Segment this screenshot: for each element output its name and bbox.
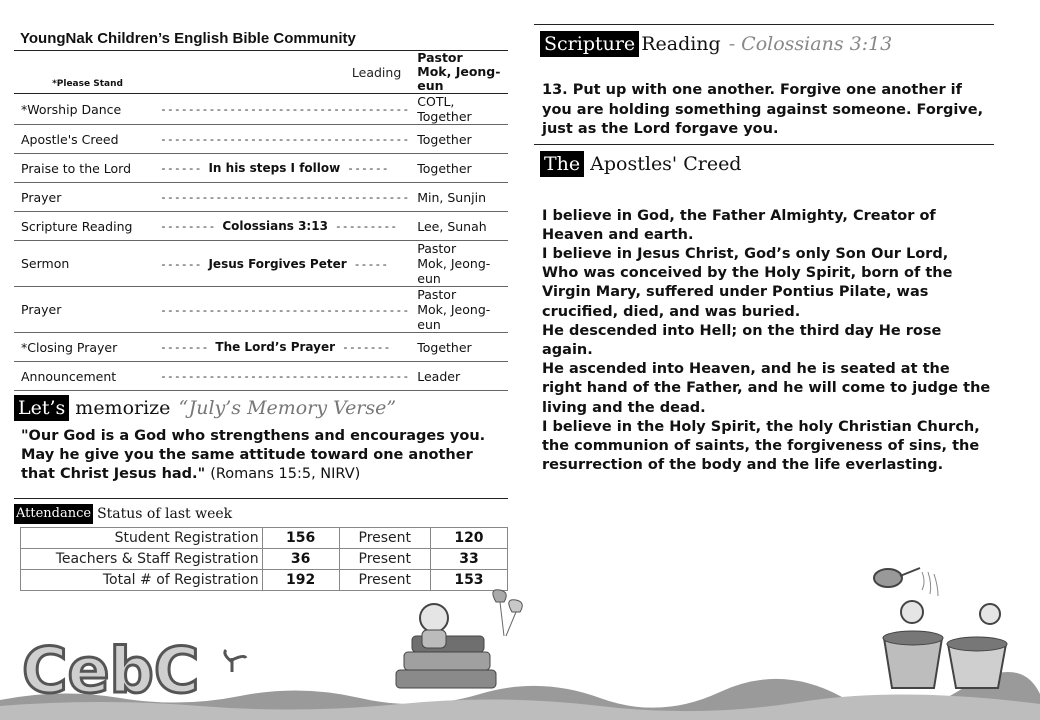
scripture-subtitle: - Colossians 3:13 (728, 33, 893, 55)
creed-heading (534, 147, 994, 181)
order-detail: ------ Jesus Forgives Peter ----- (154, 241, 409, 287)
watering-can-icon (874, 569, 902, 587)
water-drops (922, 572, 938, 596)
creed-line: He descended into Hell; on the third day He rose again. (542, 322, 942, 358)
memorize-word: memorize (75, 397, 171, 419)
order-leader: COTL, Together (409, 94, 508, 125)
scripture-text: 13. Put up with one another. Forgive one another if you are holding something against someone. Forgive, just as the Lord forgave you. (542, 82, 984, 137)
memorize-heading (14, 393, 508, 423)
order-leader: Pastor Mok, Jeong-eun (409, 241, 508, 287)
present-count: 153 (430, 570, 507, 591)
order-leader: Min, Sunjin (409, 183, 508, 212)
attendance-row (21, 528, 508, 549)
cebc-logo: CebC (22, 634, 200, 707)
header-pastor-title: Pastor (417, 50, 463, 65)
order-row (14, 287, 508, 333)
middle-divider (534, 144, 994, 145)
order-item: *Closing Prayer (14, 333, 154, 362)
order-leader: Together (409, 154, 508, 183)
creed-text (534, 207, 994, 476)
creed-line: I believe in Jesus Christ, God’s only Son Our Lord, (542, 245, 949, 262)
sprout-icon (225, 650, 246, 672)
creed-line: I believe in the Holy Spirit, the holy Christian Church, the communion of saints, the forgiveness of sins, the resurrection of the body and the life everlasting. (542, 418, 980, 474)
order-leader: Pastor Mok, Jeong-eun (409, 287, 508, 333)
present-label: Present (339, 549, 430, 570)
memory-verse-reference: (Romans 15:5, NIRV) (210, 466, 361, 482)
order-highlight: Jesus Forgives Peter (208, 256, 347, 271)
please-stand-note: *Please Stand (14, 51, 154, 94)
scripture-heading (534, 27, 994, 61)
attendance-label: Attendance (14, 504, 93, 524)
order-leader: Lee, Sunah (409, 212, 508, 241)
watering-can-spout (900, 568, 920, 576)
order-detail: ------------------------------------ (154, 362, 409, 391)
creed-label: The (540, 151, 584, 177)
order-item: Prayer (14, 287, 154, 333)
order-row (14, 333, 508, 362)
order-detail: ------------------------------------ (154, 125, 409, 154)
order-item: Sermon (14, 241, 154, 287)
memorize-subtitle: “July’s Memory Verse” (178, 397, 397, 419)
order-header-row (14, 51, 508, 94)
present-label: Present (339, 570, 430, 591)
order-row (14, 94, 508, 125)
leading-label: Leading (154, 51, 409, 94)
order-item: Praise to the Lord (14, 154, 154, 183)
order-detail: ------ In his steps I follow ------ (154, 154, 409, 183)
order-of-worship-column (14, 24, 508, 591)
book-middle (404, 652, 490, 670)
order-detail: ------------------------------------ (154, 287, 409, 333)
book-bottom (396, 670, 496, 688)
order-item: *Worship Dance (14, 94, 154, 125)
creed-line: I believe in God, the Father Almighty, Creator of Heaven and earth. (542, 207, 936, 243)
order-highlight: In his steps I follow (208, 161, 341, 175)
order-leader: Together (409, 125, 508, 154)
present-label: Present (339, 528, 430, 549)
order-row (14, 125, 508, 154)
readings-column (534, 24, 994, 475)
order-row (14, 362, 508, 391)
pot-soil-right (947, 637, 1007, 651)
child-in-pot-right (980, 604, 1000, 624)
memory-verse (14, 427, 508, 484)
balloon-icon (493, 590, 506, 602)
scripture-word: Reading (641, 33, 721, 55)
registered-count: 36 (262, 549, 339, 570)
child-body (422, 630, 446, 648)
attendance-category: Student Registration (21, 528, 263, 549)
order-detail: ------------------------------------ (154, 94, 409, 125)
attendance-title: Status of last week (97, 506, 233, 522)
order-item: Prayer (14, 183, 154, 212)
creed-line: He ascended into Heaven, and he is seated at the right hand of the Father, and he will come to judge the living and the dead. (542, 361, 991, 416)
child-head (420, 604, 448, 632)
footer-scene (0, 560, 1040, 720)
order-row (14, 154, 508, 183)
order-highlight: Colossians 3:13 (222, 219, 328, 233)
attendance-category: Teachers & Staff Registration (21, 549, 263, 570)
org-title: YoungNak Children’s English Bible Community (14, 24, 508, 51)
registered-count: 192 (262, 570, 339, 591)
attendance-heading (14, 503, 508, 525)
header-pastor (409, 51, 508, 94)
order-leader: Leader (409, 362, 508, 391)
order-rows (14, 94, 508, 391)
order-detail: ------- The Lord’s Prayer ------- (154, 333, 409, 362)
order-row (14, 241, 508, 287)
present-count: 120 (430, 528, 507, 549)
pot-soil-left (883, 631, 943, 645)
memory-verse-text: "Our God is a God who strengthens and encourages you. May he give you the same attitude toward one another that Christ Jesus had." (21, 428, 486, 482)
present-count: 33 (430, 549, 507, 570)
footer-illustration (0, 560, 1040, 720)
order-item: Apostle's Creed (14, 125, 154, 154)
order-detail: ------------------------------------ (154, 183, 409, 212)
top-divider (534, 24, 994, 25)
creed-title: Apostles' Creed (590, 152, 742, 175)
order-row (14, 212, 508, 241)
order-row (14, 183, 508, 212)
attendance-category: Total # of Registration (21, 570, 263, 591)
order-of-worship-table (14, 51, 508, 391)
scripture-label: Scripture (540, 31, 639, 57)
order-item: Scripture Reading (14, 212, 154, 241)
balloon-icon (509, 600, 522, 612)
order-detail: -------- Colossians 3:13 --------- (154, 212, 409, 241)
creed-line: Who was conceived by the Holy Spirit, born of the Virgin Mary, suffered under Pontius Pilate, was crucified, died, and was buried. (542, 265, 953, 320)
registered-count: 156 (262, 528, 339, 549)
order-highlight: The Lord’s Prayer (215, 340, 336, 354)
header-pastor-name: Mok, Jeong-eun (417, 64, 501, 93)
child-in-pot-left (901, 601, 923, 623)
order-leader: Together (409, 333, 508, 362)
memorize-label: Let’s (14, 395, 69, 421)
order-item: Announcement (14, 362, 154, 391)
